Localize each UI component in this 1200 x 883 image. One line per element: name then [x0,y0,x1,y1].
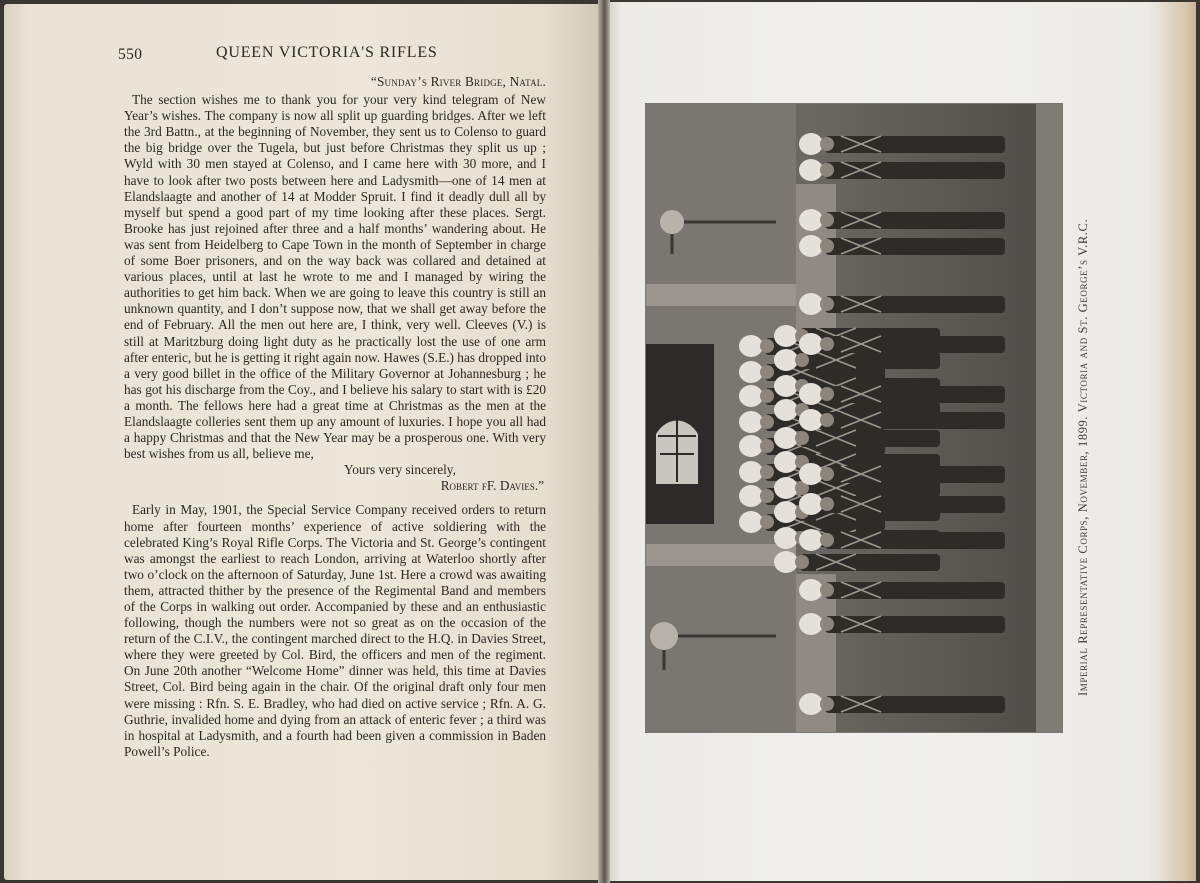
book-gutter [598,0,610,883]
running-title: QUEEN VICTORIA'S RIFLES [216,44,438,61]
letter-signature: Robert fF. Davies.” [440,478,544,494]
page-number: 550 [118,46,143,63]
page-header [118,44,548,68]
photo-caption [1076,196,1098,696]
group-photograph [646,104,1062,732]
letter-location: “Sunday’s River Bridge, Natal. [370,74,546,89]
left-page-text [124,74,546,760]
letter-body: The section wishes me to thank you for your very kind telegram of New Year’s wishes. The company is now all split up guarding bridges. After we left the 3rd Battn., at the beginning of November, they sent us to Colenso to guard the big bridge over the Tugela, but just before Christmas they split us up ; Wyld with 30 men stayed at Colenso, and I came here with 30 more, and I have to look after two posts between here and Ladysmith—one of 14 men at Elandslaagte and another of 14 at Modder Spruit. I find it deadly dull all by myself but spend a good part of my time looking after these places. Sergt. Brooke has just rejoined after three and a half months’ wandering about. He was sent from Heidelberg to Cape Town in the month of September in charge of some Boer prisoners, and on the way back was collared and detained at various places, until at last he wrote to me and I managed by wiring the authorities to get him back. When we are going to leave this country is still an unknown quantity, and I don’t suppose now, that we shall get away before the end of February. All the men out here are, I think, very well. Cleeves (V.) is still at Maritzburg doing light duty as he practically lost the use of one arm after enteric, but he is getting it right again now. Hawes (S.E.) has dropped into a very good billet in the office of the Military Governor at Johannesburg ; he has got his discharge from the Coy., and I believe his salary to start with is £20 a month. The fellows here had a great time at Christmas as the men at the Elandslaagte colleries sent them up any amount of luxuries. I hope you all had a happy Christmas and that the New Year may be a prosperous one. With very best wishes from us all, believe me, [124,92,546,462]
letter-closing: Yours very sincerely, [344,462,456,478]
caption-text: Imperial Representative Corps, November, 1899. Victoria and St. George’s V.R.C. [1076,218,1090,696]
body-paragraph: Early in May, 1901, the Special Service Company received orders to return home after fourteen months’ experience of active soldiering with the celebrated King’s Royal Rifle Corps. The Victoria and St. George’s contingent was amongst the earliest to reach London, arriving at Waterloo shortly after two o’clock on the afternoon of Saturday, June 1st. Here a crowd was awaiting them, attracted thither by the presence of the Regimental Band and members of the Corps in walking out order. Accompanied by these and an enthusiastic following, though the numbers were not so great as on the occasion of the return of the C.I.V., the contingent marched direct to the H.Q. in Davies Street, where they were greeted by Col. Bird, the officers and men of the regiment. On June 20th another “Welcome Home” dinner was held, this time at Davies Street, Col. Bird being again in the chair. Of the original draft only four men were missing : Rfn. S. E. Bradley, who had died on active service ; Rfn. A. G. Guthrie, invalided home and dying from an attack of enteric fever ; a third was in hospital at Ladysmith, and a fourth had been given a commission in Baden Powell’s Police. [124,502,546,759]
photograph-image [646,104,1062,732]
